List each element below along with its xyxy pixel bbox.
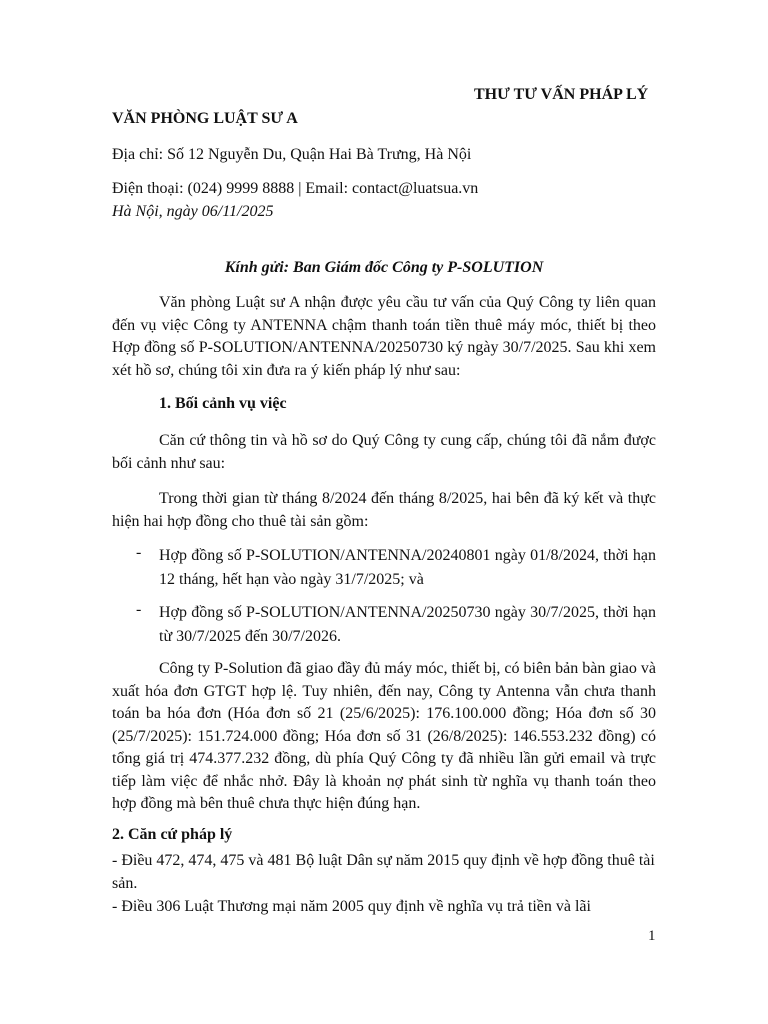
bullet-item-contract-2024: Hợp đồng số P-SOLUTION/ANTENNA/20240801 ngày 01/8/2024, thời hạn 12 tháng, hết hạn vào ngày 31/7/2025; và	[159, 547, 656, 588]
bullet-item-contract-2025: Hợp đồng số P-SOLUTION/ANTENNA/20250730 ngày 30/7/2025, thời hạn từ 30/7/2025 đến 30/7/2026.	[159, 604, 656, 645]
section-1-paragraph-3: Công ty P-Solution đã giao đầy đủ máy móc, thiết bị, có biên bản bàn giao và xuất hóa đơn GTGT hợp lệ. Tuy nhiên, đến nay, Công ty Antenna vẫn chưa thanh toán ba hóa đơn (Hóa đơn số 21 (25/6/2025): 176.100.000 đồng; Hóa đơn số 30 (25/7/2025): 151.724.000 đồng; Hóa đơn số 31 (26/8/2025): 146.553.232 đồng) có tổng giá trị 474.377.232 đồng, dù phía Quý Công ty đã nhiều lần gửi email và trực tiếp làm việc để nhắc nhở. Đây là khoản nợ phát sinh từ nghĩa vụ thanh toán theo hợp đồng mà bên thuê chưa thực hiện đúng hạn.	[112, 660, 656, 812]
office-address: Địa chỉ: Số 12 Nguyễn Du, Quận Hai Bà Trưng, Hà Nội	[112, 146, 472, 163]
intro-paragraph: Văn phòng Luật sư A nhận được yêu cầu tư vấn của Quý Công ty liên quan đến vụ việc Công ty ANTENNA chậm thanh toán tiền thuê máy móc, thiết bị theo Hợp đồng số P-SOLUTION/ANTENNA/20250730 ký ngày 30/7/2025. Sau khi xem xét hồ sơ, chúng tôi xin đưa ra ý kiến pháp lý như sau:	[112, 294, 656, 379]
salutation: Kính gửi: Ban Giám đốc Công ty P-SOLUTION	[224, 259, 544, 276]
legal-basis-item: - Điều 306 Luật Thương mại năm 2005 quy định về nghĩa vụ trả tiền và lãi	[112, 898, 591, 915]
bullet-marker: -	[136, 601, 142, 618]
section-1-paragraph-2: Trong thời gian từ tháng 8/2024 đến tháng 8/2025, hai bên đã ký kết và thực hiện hai hợp đồng cho thuê tài sản gồm:	[112, 490, 656, 530]
section-2-heading: 2. Căn cứ pháp lý	[112, 826, 233, 843]
page-number: 1	[648, 928, 656, 944]
law-office-name: VĂN PHÒNG LUẬT SƯ A	[112, 110, 298, 127]
office-contact: Điện thoại: (024) 9999 8888 | Email: contact@luatsua.vn	[112, 180, 479, 197]
document-title: THƯ TƯ VẤN PHÁP LÝ	[474, 86, 649, 103]
section-1-heading: 1. Bối cảnh vụ việc	[159, 395, 287, 412]
letter-date: Hà Nội, ngày 06/11/2025	[112, 203, 274, 220]
bullet-marker: -	[136, 544, 142, 561]
section-1-paragraph-1: Căn cứ thông tin và hồ sơ do Quý Công ty cung cấp, chúng tôi đã nắm được bối cảnh như sau:	[112, 432, 656, 472]
legal-basis-item: - Điều 472, 474, 475 và 481 Bộ luật Dân sự năm 2015 quy định về hợp đồng thuê tài sản.	[112, 852, 655, 892]
